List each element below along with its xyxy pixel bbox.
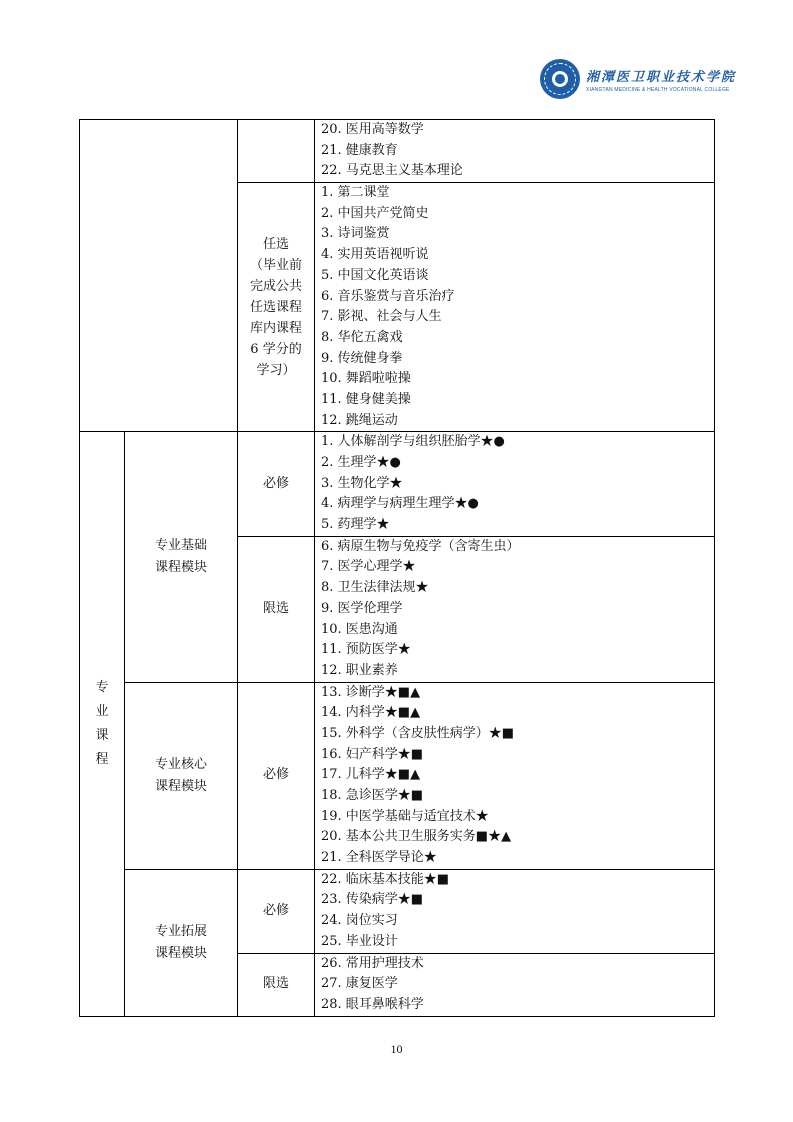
category-cell — [80, 432, 125, 1016]
module-cell — [125, 869, 238, 1016]
table-row — [80, 432, 715, 536]
course-item: 26. 常用护理技术 — [321, 955, 424, 971]
college-logo — [540, 56, 745, 102]
course-type-cell: 必修 — [238, 432, 315, 536]
course-type-cell: 限选 — [238, 536, 315, 682]
course-item: 15. 外科学（含皮肤性病学）★■ — [321, 725, 515, 741]
course-item: 1. 人体解剖学与组织胚胎学★● — [321, 434, 505, 450]
course-item: 10. 舞蹈啦啦操 — [321, 371, 411, 387]
type-label-line: 库内课程 — [249, 320, 302, 336]
course-item: 11. 健身健美操 — [321, 391, 411, 407]
course-item: 17. 儿科学★■▲ — [321, 767, 421, 783]
course-item: 28. 眼耳鼻喉科学 — [321, 996, 424, 1012]
table-row — [80, 869, 715, 953]
empty-category-cell — [80, 120, 238, 432]
course-list — [315, 183, 715, 432]
course-item: 23. 传染病学★■ — [321, 892, 424, 908]
course-type-cell: 必修 — [238, 869, 315, 953]
type-label-line: 完成公共 — [249, 278, 302, 294]
empty-type-cell — [238, 120, 315, 183]
course-item: 8. 华佗五禽戏 — [321, 329, 403, 345]
course-item: 2. 中国共产党简史 — [321, 205, 429, 221]
course-item: 10. 医患沟通 — [321, 621, 398, 637]
type-label-line: 6 学分的 — [250, 341, 302, 357]
course-item: 6. 病原生物与免疫学（含寄生虫） — [321, 538, 520, 554]
course-item: 16. 妇产科学★■ — [321, 746, 424, 762]
course-item: 2. 生理学★● — [321, 455, 401, 470]
course-item: 12. 跳绳运动 — [321, 412, 398, 428]
course-item: 22. 马克思主义基本理论 — [321, 163, 463, 179]
logo-english-name: XIANGTAN MEDICINE & HEALTH VOCATIONAL COLLEGE — [586, 86, 730, 93]
college-seal-icon — [540, 59, 580, 99]
module-cell — [125, 432, 238, 682]
course-list — [315, 120, 715, 183]
table-row — [80, 120, 715, 183]
course-item: 11. 预防医学★ — [321, 642, 411, 658]
course-item: 5. 药理学★ — [321, 517, 390, 533]
category-char: 专 — [95, 679, 109, 695]
course-item: 20. 基本公共卫生服务实务■★▲ — [321, 829, 512, 845]
course-type-cell: 必修 — [238, 682, 315, 869]
page-number: 10 — [390, 1042, 403, 1056]
course-item: 3. 生物化学★ — [321, 475, 403, 491]
course-item: 18. 急诊医学★■ — [321, 788, 424, 803]
course-item: 22. 临床基本技能★■ — [321, 871, 450, 887]
course-item: 3. 诗词鉴赏 — [321, 226, 390, 242]
type-label-line: 学习） — [256, 362, 296, 378]
course-list — [315, 869, 715, 953]
course-list — [315, 953, 715, 1016]
course-item: 19. 中医学基础与适宜技术★ — [321, 808, 489, 824]
module-cell — [125, 682, 238, 869]
course-item: 6. 音乐鉴赏与音乐治疗 — [321, 288, 455, 304]
module-label-line: 课程模块 — [154, 559, 207, 575]
course-item: 5. 中国文化英语谈 — [321, 267, 429, 283]
course-item: 13. 诊断学★■▲ — [321, 684, 421, 700]
module-label-line: 课程模块 — [154, 778, 207, 794]
course-item: 12. 职业素养 — [321, 662, 398, 678]
course-list — [315, 432, 715, 536]
course-item: 1. 第二课堂 — [321, 185, 390, 201]
course-item: 25. 毕业设计 — [321, 933, 398, 949]
module-label-line: 专业核心 — [154, 756, 207, 772]
course-item: 14. 内科学★■▲ — [321, 705, 421, 721]
course-item: 8. 卫生法律法规★ — [321, 580, 429, 596]
course-list — [315, 682, 715, 869]
course-item: 20. 医用高等数学 — [321, 122, 424, 137]
course-list — [315, 536, 715, 682]
course-item: 7. 影视、社会与人生 — [321, 309, 442, 325]
course-item: 21. 健康教育 — [321, 142, 398, 158]
type-label-line: （毕业前 — [249, 257, 302, 273]
category-char: 业 — [95, 703, 109, 719]
course-item: 4. 实用英语视听说 — [321, 247, 429, 263]
course-item: 21. 全科医学导论★ — [321, 850, 437, 866]
curriculum-table — [79, 119, 715, 1017]
course-item: 7. 医学心理学★ — [321, 559, 416, 575]
course-item: 4. 病理学与病理生理学★● — [321, 496, 479, 512]
logo-chinese-name: 湘潭医卫职业技术学院 — [586, 69, 737, 85]
course-item: 9. 医学伦理学 — [321, 600, 403, 616]
course-item: 24. 岗位实习 — [321, 913, 398, 929]
type-label-line: 任选 — [262, 236, 289, 252]
course-type-cell: 限选 — [238, 953, 315, 1016]
module-label-line: 专业拓展 — [154, 923, 207, 939]
course-item: 27. 康复医学 — [321, 976, 398, 992]
type-label-line: 任选课程 — [249, 299, 302, 315]
module-label-line: 专业基础 — [154, 537, 207, 553]
course-type-cell — [238, 183, 315, 432]
category-char: 课 — [95, 727, 109, 743]
course-item: 9. 传统健身拳 — [321, 350, 403, 366]
table-row — [80, 682, 715, 869]
category-char: 程 — [95, 751, 109, 767]
module-label-line: 课程模块 — [154, 945, 207, 961]
